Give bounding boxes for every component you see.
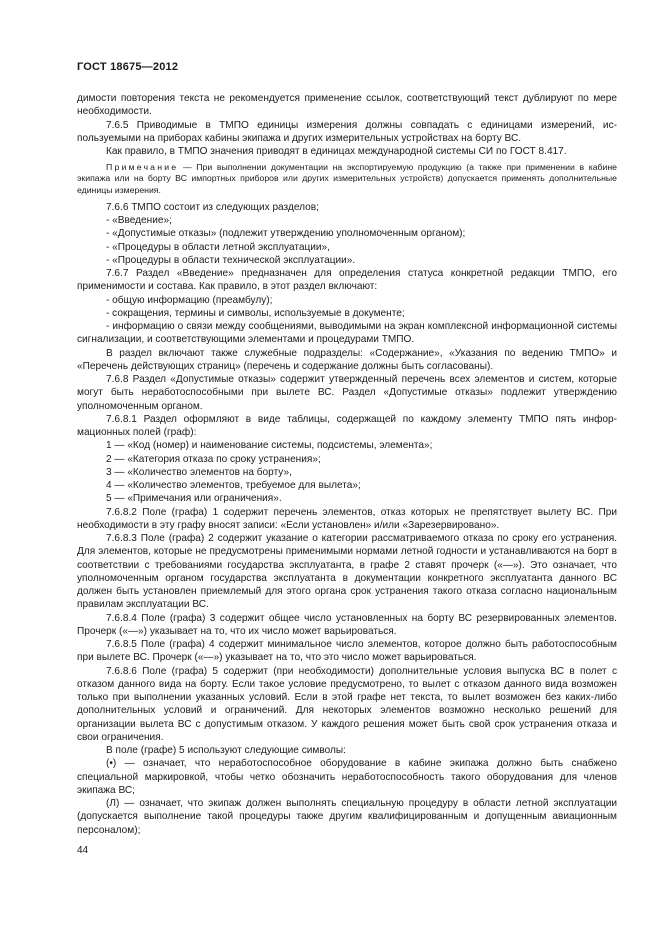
- list-item: 5 — «Примечания или ограничения».: [106, 493, 282, 505]
- list-item: - «Допустимые отказы» (подлежит утверждению уполномоченным органом);: [106, 228, 466, 240]
- page-number: 44: [77, 845, 89, 856]
- list-item: 1 — «Код (номер) и наименование системы, подсистемы, элемента»;: [106, 440, 433, 452]
- paragraph: 7.6.8.3 Поле (графа) 2 содержит указание о категории рассматриваемого отказа по сроку его устранения. Для элементов, которые не предусмотрены применимыми нормами летной годности и устанавливаются на борт в соответствии с требованиями государства эксплуатанта, в графе 2 ставят прочерк («—»). Это означает, что уполномоченным органом государства эксплуатанта в документации конкретного эксплуатанта данного ВС должен быть установлен приемлемый для этого органа срок устранения такого отказа согласно национальным правилам эксплуатации ВС.: [77, 533, 617, 611]
- paragraph: 7.6.5 Приводимые в ТМПО единицы измерения должны совпадать с единицами измерений, используемыми на приборах кабины экипажа и других измерительных устройствах на борту ВС.: [77, 119, 617, 144]
- list-item: - «Введение»;: [106, 215, 172, 227]
- page-body: [77, 92, 617, 837]
- paragraph: Как правило, в ТМПО значения приводят в единицах международной системы СИ по ГОСТ 8.417.: [106, 146, 567, 157]
- list-item: - «Процедуры в области технической эксплуатации».: [106, 254, 356, 266]
- note-label: Примечание: [106, 162, 179, 173]
- paragraph: 7.6.7 Раздел «Введение» предназначен для определения статуса конкретной редакции ТМПО, его применимости и состава. Как правило, в этот раздел включают:: [77, 268, 617, 293]
- note-text: — При выполнении документации на экспортируемую продукцию (а также при применении в кабине экипажа или на борту ВС импортных приборов или других измерительных устройств) допускается применять дополнительные единицы измерения.: [77, 162, 617, 195]
- list-item: - общую информацию (преамбулу);: [106, 294, 273, 306]
- paragraph: 7.6.8 Раздел «Допустимые отказы» содержит утвержденный перечень всех элементов и систем, которые могут быть неработоспособными при вылете ВС. Раздел «Допустимые отказы» подлежит утверждению уполномоченным органом.: [77, 374, 617, 412]
- paragraph: (Л) — означает, что экипаж должен выполнять специальную процедуру в области летной эксплуатации (допускается выполнение такой процедуры также другим квалифицированным и допущенным авиационным персоналом);: [77, 798, 617, 836]
- note: [77, 162, 617, 196]
- list-item: - сокращения, термины и символы, используемые в документе;: [106, 307, 405, 319]
- list-item: - информацию о связи между сообщениями, выводимыми на экран комплексной информационной системы сигнализации, и соответствующими элементами и процедурами ТМПО.: [77, 321, 617, 346]
- paragraph: В поле (графе) 5 используют следующие символы:: [106, 745, 346, 757]
- paragraph: 7.6.8.6 Поле (графа) 5 содержит (при необходимости) дополнительные условия выпуска ВС в полет с отказом данного вида на борту. Если такое условие предусмотрено, то вылет с отказом данного вида возможен только при выполнении указанных условий. Если в этой графе нет текста, то вылет возможен без каких-либо дополнительных условий и ограничений. Для некоторых элементов возможно несколько решений для организации вылета ВС с допустимым отказом. У каждого решения может быть свой срок устранения отказа и свои ограничения.: [77, 665, 617, 743]
- paragraph: 7.6.8.2 Поле (графа) 1 содержит перечень элементов, отказ которых не препятствует вылету ВС. При необходимости в эту графу вносят записи: «Если установлен» и/или «Зарезервировано».: [77, 506, 617, 531]
- paragraph: димости повторения текста не рекомендуется применение ссылок, соответствующий текст дублируют по мере необходимости.: [77, 93, 617, 118]
- list-item: 2 — «Категория отказа по сроку устранения»;: [106, 453, 321, 465]
- paragraph: (•) — означает, что неработоспособное оборудование в кабине экипажа должно быть снабжено специальной маркировкой, чтобы четко обозначить неработоспособность такого оборудования для членов экипажа ВС;: [77, 758, 617, 796]
- paragraph: В раздел включают также служебные подразделы: «Содержание», «Указания по ведению ТМПО» и «Перечень действующих страниц» (перечень и содержание должны быть согласованы).: [77, 347, 617, 372]
- list-item: 4 — «Количество элементов, требуемое для вылета»;: [106, 480, 361, 492]
- paragraph: 7.6.6 ТМПО состоит из следующих разделов;: [106, 201, 319, 213]
- paragraph: 7.6.8.5 Поле (графа) 4 содержит минимальное число элементов, которое должно быть работоспособным при вылете ВС. Прочерк («—») указывает на то, что это число может варьироваться.: [77, 639, 617, 664]
- paragraph: 7.6.8.1 Раздел оформляют в виде таблицы, содержащей по каждому элементу ТМПО пять информационных полей (граф):: [77, 413, 617, 439]
- document-header: ГОСТ 18675—2012: [77, 61, 179, 73]
- paragraph: 7.6.8.4 Поле (графа) 3 содержит общее число установленных на борту ВС резервированных элементов. Прочерк («—») указывает на то, что их число может варьироваться.: [77, 612, 617, 637]
- list-item: - «Процедуры в области летной эксплуатации»,: [106, 241, 330, 253]
- list-item: 3 — «Количество элементов на борту»,: [106, 466, 292, 478]
